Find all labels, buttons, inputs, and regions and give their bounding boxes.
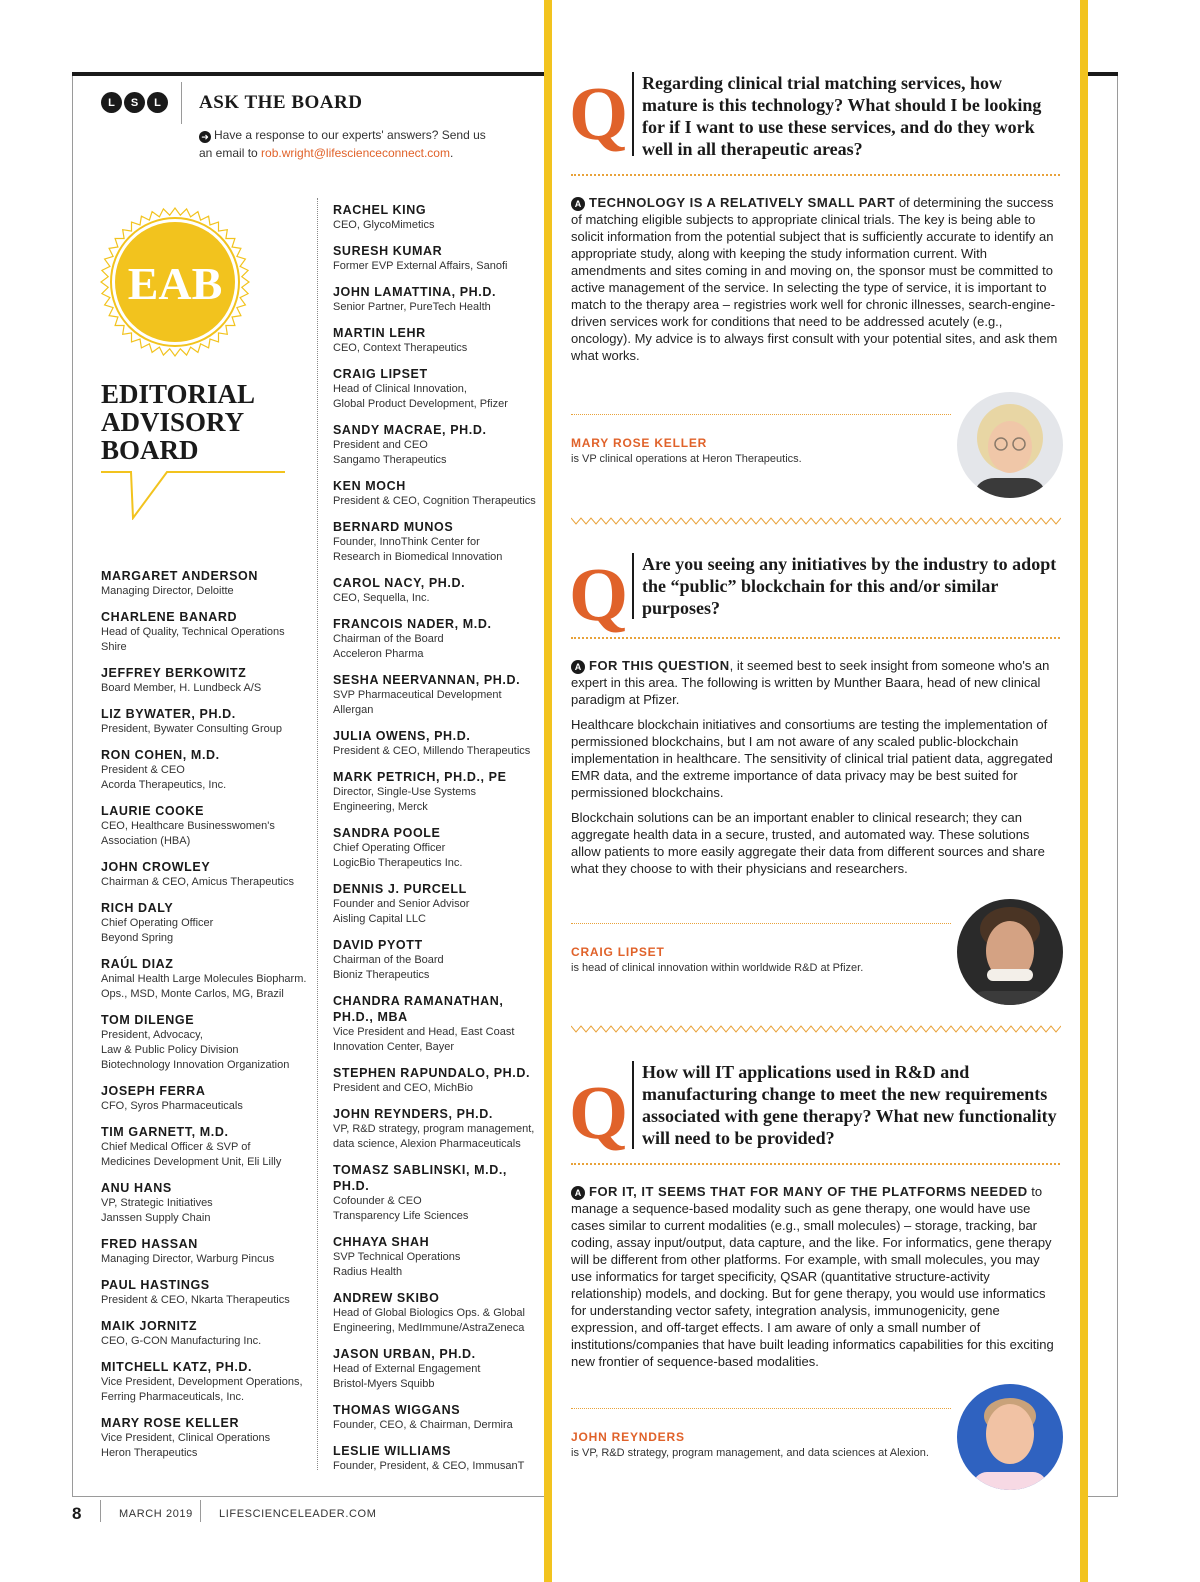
member-title: Head of Quality, Technical Operations xyxy=(101,626,285,638)
board-member xyxy=(333,1346,543,1392)
member-name: CHARLENE BANARD xyxy=(101,610,238,624)
member-name: DAVID PYOTT xyxy=(333,938,423,952)
question-row xyxy=(569,553,1061,637)
question-text: Regarding clinical trial matching services, how mature is this technology? What should I be looking for if I want to use these services, and do they work well in all therapeutic areas? xyxy=(642,73,1042,159)
member-title: Engineering, Merck xyxy=(333,801,428,813)
qa-block-1 xyxy=(571,72,1061,492)
member-title: LogicBio Therapeutics Inc. xyxy=(333,857,463,869)
member-title: Director, Single-Use Systems xyxy=(333,786,477,798)
board-member xyxy=(333,478,543,509)
board-member xyxy=(333,243,543,274)
expert-name: JOHN REYNDERS xyxy=(571,1430,685,1444)
question-bar xyxy=(632,1061,634,1149)
expert-card xyxy=(571,1378,1061,1498)
member-title: SVP Technical Operations xyxy=(333,1251,461,1263)
answer-paragraph: to manage a sequence-based modality such as gene therapy, one would have use cases similar to current modalities (e.g., small molecules) – storage, tracking, bar coding, assay input/output, data capture, and the like. For informatics, gene therapy will be different from other platforms. For example, with small molecules, you may use informatics for target specificity, QSAR (quantitative structure-activity relationship) models, and docking. But for gene therapy, you would use informatics for understanding vector safety, integration analysis, immunogenicity, gene expression, and off-target effects. I am aware of only a small number of institutions/companies that have built leading informatics capabilities for this exciting new frontier of sequence-based modalities. xyxy=(571,1184,1054,1369)
note-text: Have a response to our experts' answers? Send us an email to xyxy=(199,128,486,160)
member-title: Global Product Development, Pfizer xyxy=(333,398,508,410)
expert-photo-avatar xyxy=(957,899,1063,1005)
member-name: LESLIE WILLIAMS xyxy=(333,1444,452,1458)
member-title: Transparency Life Sciences xyxy=(333,1210,469,1222)
board-member xyxy=(333,1443,543,1474)
member-name: ANDREW SKIBO xyxy=(333,1291,440,1305)
member-name: JOSEPH FERRA xyxy=(101,1084,206,1098)
board-member xyxy=(333,616,543,662)
answer-paragraph: Healthcare blockchain initiatives and consortiums are testing the implementation of permissioned blockchains, but I am not aware of any scaled public-blockchain implementation in healthcare. The sensitivity of clinical trial patient data, aggregated EMR data, and the extreme importance of data privacy may be best suited for permissioned blockchains. xyxy=(571,717,1053,800)
member-name: LIZ BYWATER, PH.D. xyxy=(101,707,236,721)
expert-photo-avatar xyxy=(957,392,1063,498)
member-name: FRANCOIS NADER, M.D. xyxy=(333,617,492,631)
answer-lead: TECHNOLOGY IS A RELATIVELY SMALL PART xyxy=(589,195,896,210)
member-name: LAURIE COOKE xyxy=(101,804,205,818)
board-member xyxy=(101,568,311,599)
member-name: JOHN REYNDERS, PH.D. xyxy=(333,1107,493,1121)
member-name: JASON URBAN, PH.D. xyxy=(333,1347,476,1361)
expert-divider xyxy=(571,414,951,415)
footer-divider xyxy=(200,1500,201,1522)
question-text: How will IT applications used in R&D and manufacturing change to meet the new requirements associated with gene therapy? What new functionality will need to be provided? xyxy=(642,1062,1057,1148)
board-member xyxy=(333,325,543,356)
expert-description: is head of clinical innovation within worldwide R&D at Pfizer. xyxy=(571,962,864,974)
question-row xyxy=(571,72,1061,168)
member-name: CAROL NACY, PH.D. xyxy=(333,576,466,590)
member-title: Founder, InnoThink Center for xyxy=(333,536,480,548)
frame-right xyxy=(1117,76,1118,1497)
board-members-column-2 xyxy=(333,202,543,1484)
member-name: CRAIG LIPSET xyxy=(333,367,428,381)
expert-card xyxy=(571,885,1061,1005)
member-name: MITCHELL KATZ, PH.D. xyxy=(101,1360,253,1374)
frame-left xyxy=(72,76,73,1497)
board-member xyxy=(101,1236,311,1267)
member-title: Head of External Engagement xyxy=(333,1363,481,1375)
q-letter: Q xyxy=(569,553,629,637)
member-title: Aisling Capital LLC xyxy=(333,913,426,925)
answer-text xyxy=(571,657,1061,877)
expert-divider xyxy=(571,1408,951,1409)
member-title: CEO, Context Therapeutics xyxy=(333,342,468,354)
answer-paragraph: Blockchain solutions can be an important enabler to clinical research; they can aggregate health data in a secure, trusted, and automated way. These solutions allow patients to more easily aggregate their data from different sources and share what they choose to with their physicians and researchers. xyxy=(571,810,1045,876)
member-title: Chairman of the Board xyxy=(333,954,444,966)
member-title: President & CEO, Millendo Therapeutics xyxy=(333,745,531,757)
member-title: Managing Director, Deloitte xyxy=(101,585,234,597)
member-name: TIM GARNETT, M.D. xyxy=(101,1125,229,1139)
arrow-right-icon: ➜ xyxy=(199,131,211,143)
expert-description: is VP, R&D strategy, program management, and data sciences at Alexion. xyxy=(571,1447,929,1459)
member-title: Allergan xyxy=(333,704,374,716)
q-letter: Q xyxy=(569,1071,629,1155)
member-title: Cofounder & CEO xyxy=(333,1195,422,1207)
eab-seal-icon xyxy=(99,206,251,358)
board-member xyxy=(101,900,311,946)
member-name: ANU HANS xyxy=(101,1181,172,1195)
member-title: President and CEO, MichBio xyxy=(333,1082,474,1094)
answer-badge: A xyxy=(571,660,585,674)
member-title: Law & Public Policy Division xyxy=(101,1044,239,1056)
answer-badge: A xyxy=(571,197,585,211)
member-name: JULIA OWENS, PH.D. xyxy=(333,729,471,743)
member-title: Janssen Supply Chain xyxy=(101,1212,211,1224)
member-name: SESHA NEERVANNAN, PH.D. xyxy=(333,673,521,687)
member-title: Biotechnology Innovation Organization xyxy=(101,1059,290,1071)
member-title: Founder, President, & CEO, ImmusanT xyxy=(333,1460,525,1472)
member-title: Chief Operating Officer xyxy=(333,842,446,854)
member-title: President, Bywater Consulting Group xyxy=(101,723,282,735)
member-title: Bioniz Therapeutics xyxy=(333,969,430,981)
member-title: data science, Alexion Pharmaceuticals xyxy=(333,1138,521,1150)
dotted-divider xyxy=(571,637,1060,639)
member-title: Chairman & CEO, Amicus Therapeutics xyxy=(101,876,294,888)
member-name: RICH DALY xyxy=(101,901,174,915)
member-name: CHHAYA SHAH xyxy=(333,1235,430,1249)
board-member xyxy=(101,1318,311,1349)
expert-description: is VP clinical operations at Heron Therapeutics. xyxy=(571,453,802,465)
board-member xyxy=(333,1106,543,1152)
member-title: Ferring Pharmaceuticals, Inc. xyxy=(101,1391,245,1403)
logo-letter: L xyxy=(147,92,168,113)
board-member xyxy=(333,284,543,315)
zigzag-divider xyxy=(571,517,1061,525)
member-name: FRED HASSAN xyxy=(101,1237,198,1251)
board-member xyxy=(333,202,543,233)
member-name: MAIK JORNITZ xyxy=(101,1319,198,1333)
member-title: CEO, GlycoMimetics xyxy=(333,219,435,231)
seal-text: EAB xyxy=(127,258,223,309)
page-number: 8 xyxy=(72,1504,82,1523)
member-title: CEO, Healthcare Businesswomen's xyxy=(101,820,275,832)
member-name: SANDY MACRAE, PH.D. xyxy=(333,423,487,437)
member-name: BERNARD MUNOS xyxy=(333,520,454,534)
expert-divider xyxy=(571,923,951,924)
member-title: Vice President and Head, East Coast xyxy=(333,1026,515,1038)
member-title: SVP Pharmaceutical Development xyxy=(333,689,502,701)
board-member xyxy=(101,1180,311,1226)
member-name: TOM DILENGE xyxy=(101,1013,195,1027)
board-member xyxy=(333,1234,543,1280)
section-title: ASK THE BOARD xyxy=(199,92,363,113)
response-note xyxy=(199,126,499,162)
q-letter: Q xyxy=(569,72,629,156)
member-title: Chairman of the Board xyxy=(333,633,444,645)
member-name: RACHEL KING xyxy=(333,203,427,217)
board-member xyxy=(101,665,311,696)
member-title: Acceleron Pharma xyxy=(333,648,424,660)
member-title: Vice President, Clinical Operations xyxy=(101,1432,271,1444)
member-name: TOMASZ SABLINSKI, M.D., PH.D. xyxy=(333,1163,507,1193)
member-name: KEN MOCH xyxy=(333,479,406,493)
board-member xyxy=(333,1065,543,1096)
member-title: Former EVP External Affairs, Sanofi xyxy=(333,260,508,272)
board-member xyxy=(333,1402,543,1433)
member-title: Senior Partner, PureTech Health xyxy=(333,301,491,313)
member-name: MARK PETRICH, PH.D., PE xyxy=(333,770,507,784)
member-title: Association (HBA) xyxy=(101,835,191,847)
member-title: CEO, G-CON Manufacturing Inc. xyxy=(101,1335,262,1347)
board-member xyxy=(101,803,311,849)
frame-bottom-left xyxy=(72,1496,544,1497)
question-row xyxy=(571,1061,1061,1157)
email-link[interactable]: rob.wright@lifescienceconnect.com xyxy=(261,146,450,160)
member-title: Sangamo Therapeutics xyxy=(333,454,447,466)
member-name: SURESH KUMAR xyxy=(333,244,443,258)
member-title: Head of Clinical Innovation, xyxy=(333,383,467,395)
member-title: President and CEO xyxy=(333,439,428,451)
dotted-divider xyxy=(571,1163,1060,1165)
logo-letter: S xyxy=(124,92,145,113)
answer-text xyxy=(571,1183,1061,1370)
member-title: Animal Health Large Molecules Biopharm. xyxy=(101,973,307,985)
board-member xyxy=(101,859,311,890)
board-member xyxy=(333,1162,543,1224)
eab-heading-line: EDITORIAL xyxy=(101,379,256,409)
member-name: JEFFREY BERKOWITZ xyxy=(101,666,247,680)
member-name: MARGARET ANDERSON xyxy=(101,569,258,583)
member-title: Acorda Therapeutics, Inc. xyxy=(101,779,227,791)
dotted-divider xyxy=(571,174,1060,176)
eab-heading-line: BOARD xyxy=(101,435,199,465)
expert-name: CRAIG LIPSET xyxy=(571,945,665,959)
expert-card xyxy=(571,372,1061,492)
member-name: RON COHEN, M.D. xyxy=(101,748,220,762)
member-title: Heron Therapeutics xyxy=(101,1447,198,1459)
member-name: PAUL HASTINGS xyxy=(101,1278,210,1292)
eab-heading-line: ADVISORY xyxy=(101,407,245,437)
callout-pointer-icon xyxy=(101,470,285,520)
yellow-stripe-right xyxy=(1080,0,1088,1582)
member-name: JOHN CROWLEY xyxy=(101,860,211,874)
member-title: Founder and Senior Advisor xyxy=(333,898,470,910)
board-member xyxy=(333,1290,543,1336)
member-name: JOHN LAMATTINA, PH.D. xyxy=(333,285,497,299)
member-name: STEPHEN RAPUNDALO, PH.D. xyxy=(333,1066,531,1080)
member-title: Bristol-Myers Squibb xyxy=(333,1378,435,1390)
member-title: President & CEO, Cognition Therapeutics xyxy=(333,495,536,507)
footer-divider xyxy=(100,1500,101,1522)
member-name: THOMAS WIGGANS xyxy=(333,1403,461,1417)
member-title: Medicines Development Unit, Eli Lilly xyxy=(101,1156,282,1168)
member-name: RAÚL DIAZ xyxy=(101,957,174,971)
answer-lead: FOR IT, IT SEEMS THAT FOR MANY OF THE PLATFORMS NEEDED xyxy=(589,1184,1028,1199)
member-title: Ops., MSD, Monte Carlos, MG, Brazil xyxy=(101,988,284,1000)
board-member xyxy=(101,1415,311,1461)
member-title: Founder, CEO, & Chairman, Dermira xyxy=(333,1419,513,1431)
member-title: CFO, Syros Pharmaceuticals xyxy=(101,1100,243,1112)
board-member xyxy=(333,769,543,815)
board-member xyxy=(333,728,543,759)
member-title: Beyond Spring xyxy=(101,932,174,944)
board-member xyxy=(333,881,543,927)
member-title: Vice President, Development Operations, xyxy=(101,1376,303,1388)
qa-block-2 xyxy=(571,553,1061,1005)
board-member xyxy=(333,993,543,1055)
member-name: DENNIS J. PURCELL xyxy=(333,882,467,896)
yellow-stripe-left xyxy=(544,0,552,1582)
board-member xyxy=(101,747,311,793)
website[interactable]: LIFESCIENCELEADER.COM xyxy=(219,1508,377,1520)
member-name: CHANDRA RAMANATHAN, PH.D., MBA xyxy=(333,994,504,1024)
board-member xyxy=(333,422,543,468)
board-member xyxy=(101,1012,311,1073)
expert-name: MARY ROSE KELLER xyxy=(571,436,708,450)
member-title: Managing Director, Warburg Pincus xyxy=(101,1253,275,1265)
answer-lead: FOR THIS QUESTION xyxy=(589,658,730,673)
board-member xyxy=(101,706,311,737)
member-name: MARY ROSE KELLER xyxy=(101,1416,240,1430)
member-title: Engineering, MedImmune/AstraZeneca xyxy=(333,1322,525,1334)
board-member xyxy=(101,956,311,1002)
member-name: MARTIN LEHR xyxy=(333,326,426,340)
member-name: SANDRA POOLE xyxy=(333,826,441,840)
member-title: Chief Medical Officer & SVP of xyxy=(101,1141,251,1153)
member-title: Head of Global Biologics Ops. & Global xyxy=(333,1307,525,1319)
top-rule-left xyxy=(72,72,544,76)
member-title: Radius Health xyxy=(333,1266,403,1278)
board-member xyxy=(101,1277,311,1308)
expert-photo-avatar xyxy=(957,1384,1063,1490)
answer-badge: A xyxy=(571,1186,585,1200)
board-member xyxy=(333,366,543,412)
top-rule-right xyxy=(1088,72,1118,76)
member-title: VP, R&D strategy, program management, xyxy=(333,1123,535,1135)
board-members-column-1 xyxy=(101,568,311,1471)
board-member xyxy=(333,825,543,871)
question-text: Are you seeing any initiatives by the industry to adopt the “public” blockchain for this and/or similar purposes? xyxy=(642,554,1057,618)
board-member xyxy=(101,609,311,655)
note-suffix: . xyxy=(449,146,454,160)
lsl-logo xyxy=(101,92,168,113)
column-divider xyxy=(317,198,318,1470)
question-bar xyxy=(632,72,634,156)
member-title: President & CEO, Nkarta Therapeutics xyxy=(101,1294,290,1306)
board-member xyxy=(101,1124,311,1170)
answer-paragraph: , it seemed best to seek insight from someone who's an expert in this area. The following is written by Munther Baara, head of new clinical paradigm at Pfizer. xyxy=(571,658,1050,707)
member-title: Innovation Center, Bayer xyxy=(333,1041,455,1053)
board-member xyxy=(333,672,543,718)
logo-letter: L xyxy=(101,92,122,113)
zigzag-divider xyxy=(571,1025,1061,1033)
eab-heading xyxy=(101,380,301,464)
board-member xyxy=(333,575,543,606)
issue-date: MARCH 2019 xyxy=(119,1508,193,1520)
member-title: President & CEO xyxy=(101,764,185,776)
board-member xyxy=(333,937,543,983)
member-title: Chief Operating Officer xyxy=(101,917,214,929)
qa-block-3 xyxy=(571,1061,1061,1498)
answer-text xyxy=(571,194,1061,364)
member-title: VP, Strategic Initiatives xyxy=(101,1197,213,1209)
board-member xyxy=(101,1083,311,1114)
member-title: Shire xyxy=(101,641,127,653)
answer-paragraph: of determining the success of matching eligible subjects to appropriate clinical trials. The key is being able to solicit information from the potential subject that is sufficiently accurate to identify an appropriate study, along with keeping the study information current. With amendments and sites coming in and moving on, the sponsor must be committed to active management of the service. In selecting the type of service, it is important to match to the therapy area – registries work well for chronic illnesses, search-engine-driven services work for conditions that need to be addressed acutely (e.g., oncology). My advice is to always first consult with your potential sites, and ask them what works. xyxy=(571,195,1058,363)
board-member xyxy=(101,1359,311,1405)
member-title: Board Member, H. Lundbeck A/S xyxy=(101,682,262,694)
member-title: CEO, Sequella, Inc. xyxy=(333,592,430,604)
board-member xyxy=(333,519,543,565)
frame-bottom-right xyxy=(1088,1496,1118,1497)
header-divider xyxy=(181,82,182,124)
member-title: President, Advocacy, xyxy=(101,1029,203,1041)
question-bar xyxy=(632,553,634,619)
member-title: Research in Biomedical Innovation xyxy=(333,551,503,563)
